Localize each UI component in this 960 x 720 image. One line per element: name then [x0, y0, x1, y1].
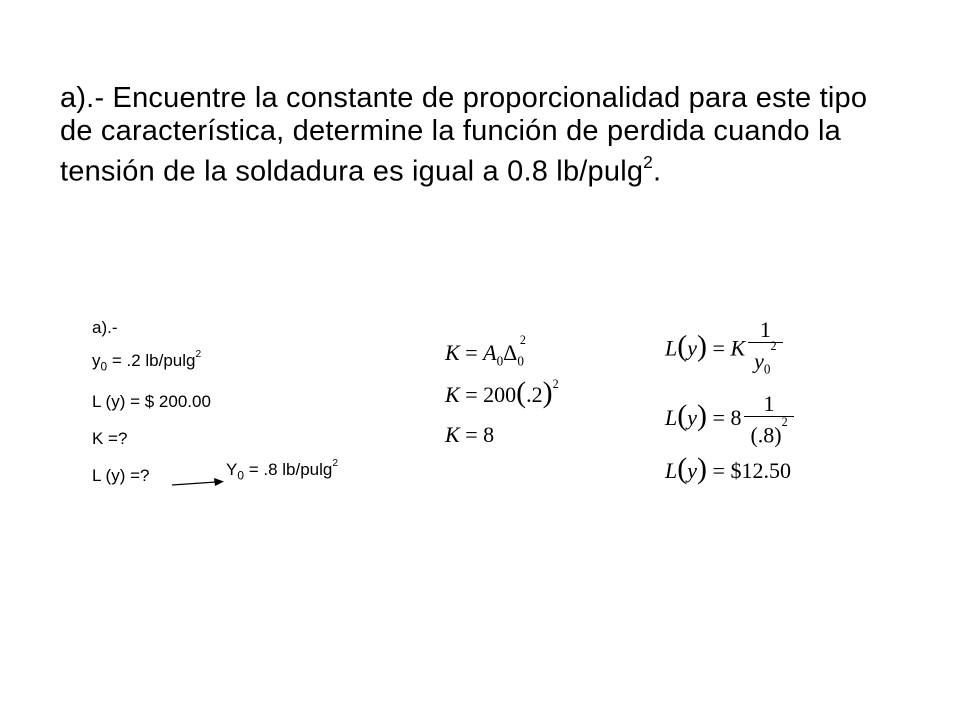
paren-open: (: [516, 376, 527, 409]
k-factor: 200: [483, 382, 517, 407]
den-sup: 2: [770, 339, 777, 353]
l-var: y: [687, 405, 698, 431]
k-equation-1: [445, 332, 530, 369]
given-label: a).-: [92, 318, 118, 337]
k-lhs: K: [445, 422, 460, 447]
y0-var: y: [92, 351, 101, 370]
problem-end: .: [653, 155, 662, 188]
denominator: [748, 339, 782, 383]
k-lhs: K: [445, 340, 460, 365]
k-lhs: K: [445, 382, 460, 407]
Y0-value: = .8 lb/pulg: [243, 460, 333, 479]
paren-open: (: [677, 452, 688, 485]
den-sup: 2: [781, 415, 788, 429]
eq-sign: =: [459, 340, 484, 365]
l-lhs: L: [665, 458, 678, 483]
paren-open: (: [677, 329, 688, 363]
eq-sign: =: [459, 422, 484, 447]
eq-sign: =: [707, 458, 731, 483]
l-equation-1: [665, 318, 783, 383]
l-coef: 8: [730, 405, 742, 431]
l-lhs: L: [665, 405, 678, 431]
paren-open: (: [677, 399, 688, 433]
paren-close: ): [542, 376, 553, 409]
given-K: K =?: [92, 429, 128, 448]
k-equation-3: [445, 422, 494, 448]
problem-superscript: 2: [643, 152, 654, 172]
a-symbol: A: [483, 340, 497, 365]
a-sub: 0: [496, 353, 504, 369]
eq-sign: =: [707, 335, 731, 361]
fraction: [748, 318, 782, 383]
paren-close: ): [697, 329, 708, 363]
l-lhs: L: [665, 335, 678, 361]
Y0-sub: 0: [237, 468, 244, 483]
l-equation-3: [665, 452, 791, 485]
problem-statement: [60, 82, 880, 189]
problem-text: a).- Encuentre la constante de proporcionalidad para este tipo de característica, determine la función de perdida cuando la tensión de la soldadura es igual a 0.8 lb/pulg: [60, 82, 868, 188]
arrow-right-icon: [172, 477, 224, 489]
Y0-var: Y: [226, 460, 238, 479]
l-result: $12.50: [730, 458, 791, 483]
l-var: y: [687, 335, 698, 361]
paren-close: ): [697, 452, 708, 485]
Y0-target: [226, 460, 338, 482]
den-var: y: [754, 348, 764, 374]
y0-sup: 2: [195, 349, 202, 361]
den-value: (.8): [750, 422, 782, 448]
k-inner: .2: [526, 382, 543, 407]
den-sub: 0: [763, 361, 771, 377]
paren-close: ): [697, 399, 708, 433]
delta-sup: 2: [519, 332, 526, 347]
numerator: 1: [763, 391, 775, 416]
k-result: 8: [483, 422, 495, 447]
given-y0: [92, 351, 201, 373]
eq-sign: =: [707, 405, 731, 431]
eq-sign: =: [459, 382, 484, 407]
numerator: 1: [759, 317, 771, 342]
delta-sub: 0: [517, 353, 524, 369]
fraction: [744, 392, 793, 448]
k-sup: 2: [552, 376, 559, 391]
l-var: y: [687, 458, 698, 483]
delta-symbol: Δ: [503, 340, 518, 365]
k-equation-2: [445, 376, 559, 409]
given-L-question: [92, 458, 339, 486]
l-coef: K: [730, 335, 746, 361]
Y0-sup: 2: [332, 458, 339, 470]
l-equation-2: [665, 392, 794, 448]
denominator: [744, 416, 793, 448]
y0-value: = .2 lb/pulg: [107, 351, 196, 370]
given-L: L (y) = $ 200.00: [92, 392, 211, 411]
L-question-text: L (y) =?: [92, 466, 150, 485]
y0-sub: 0: [100, 359, 108, 374]
